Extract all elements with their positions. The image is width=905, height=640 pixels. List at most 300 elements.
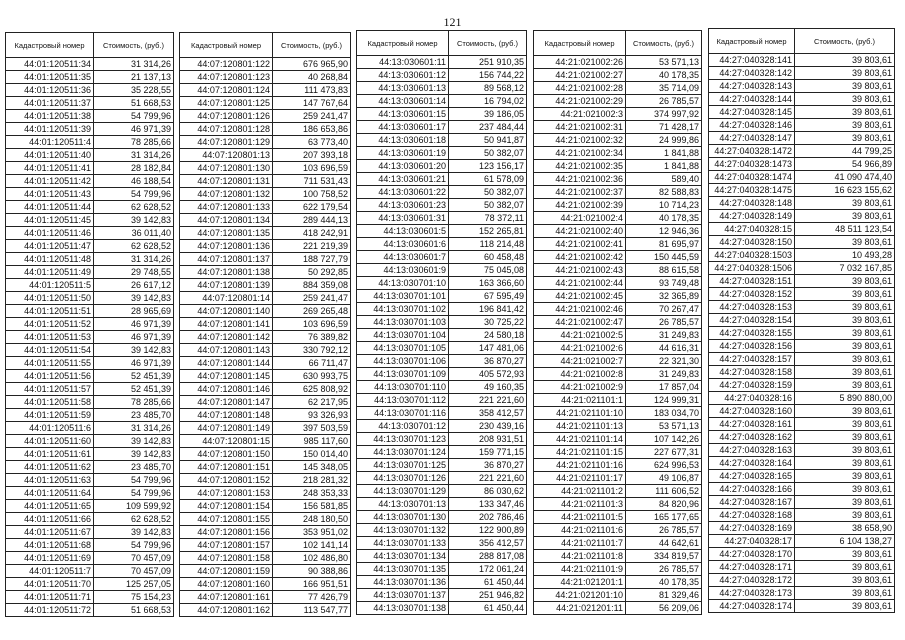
cadastral-number: 44:13:030601:13: [357, 82, 449, 95]
cost-value: 188 727,79: [273, 253, 351, 266]
cadastral-number: 44:01:120511:7: [6, 565, 94, 578]
cadastral-number: 44:13:030701:110: [357, 381, 449, 394]
table-row: [357, 420, 527, 433]
cadastral-number: 44:21:021101:16: [534, 459, 626, 472]
cost-value: 39 803,61: [795, 327, 895, 340]
header-cost: Стоимость, (руб.): [273, 33, 351, 58]
cadastral-number: 44:07:120801:134: [180, 214, 273, 227]
cost-value: 122 900,89: [449, 524, 527, 537]
cadastral-number: 44:21:021002:45: [534, 290, 626, 303]
cadastral-number: 44:01:120511:47: [6, 240, 94, 253]
cost-value: 259 241,47: [273, 110, 351, 123]
table-row: [357, 498, 527, 511]
table-row: [709, 236, 895, 249]
cost-value: 39 803,61: [795, 379, 895, 392]
cadastral-number: 44:01:120511:65: [6, 500, 94, 513]
cadastral-number: 44:27:040328:146: [709, 119, 795, 132]
cost-value: 397 503,59: [273, 422, 351, 435]
cost-value: 113 547,77: [273, 604, 351, 617]
table-row: [357, 82, 527, 95]
cadastral-number: 44:27:040328:163: [709, 444, 795, 457]
cadastral-table-2: [179, 32, 351, 617]
table-row: [357, 69, 527, 82]
cost-value: 54 799,96: [94, 110, 174, 123]
table-row: [534, 56, 702, 69]
table-row: [534, 277, 702, 290]
table-row: [180, 513, 351, 526]
cadastral-table-1: [5, 32, 174, 617]
cost-value: 111 473,83: [273, 84, 351, 97]
cadastral-number: 44:27:040328:147: [709, 132, 795, 145]
cost-value: 56 209,06: [626, 602, 702, 615]
table-row: [180, 136, 351, 149]
cadastral-number: 44:21:021101:7: [534, 537, 626, 550]
cost-value: 221 221,60: [449, 394, 527, 407]
cadastral-number: 44:07:120801:137: [180, 253, 273, 266]
cadastral-number: 44:01:120511:67: [6, 526, 94, 539]
cost-value: 150 014,40: [273, 448, 351, 461]
table-row: [534, 303, 702, 316]
cadastral-number: 44:27:040328:1503: [709, 249, 795, 262]
cadastral-number: 44:21:021002:27: [534, 69, 626, 82]
table-row: [357, 563, 527, 576]
cost-value: 49 160,35: [449, 381, 527, 394]
table-row: [357, 160, 527, 173]
table-row: [709, 418, 895, 431]
cadastral-number: 44:07:120801:159: [180, 565, 273, 578]
cadastral-number: 44:27:040328:155: [709, 327, 795, 340]
table-row: [357, 238, 527, 251]
cadastral-number: 44:27:040328:154: [709, 314, 795, 327]
cost-value: 62 217,95: [273, 396, 351, 409]
table-row: [534, 238, 702, 251]
table-row: [709, 353, 895, 366]
table-row: [534, 173, 702, 186]
cost-value: 39 803,61: [795, 431, 895, 444]
table-row: [6, 97, 174, 110]
cadastral-table-4: [533, 30, 702, 615]
cadastral-number: 44:13:030601:5: [357, 225, 449, 238]
table-row: [6, 201, 174, 214]
cadastral-number: 44:07:120801:13: [180, 149, 273, 162]
cadastral-number: 44:27:040328:166: [709, 483, 795, 496]
cadastral-number: 44:13:030701:103: [357, 316, 449, 329]
cost-value: 88 615,58: [626, 264, 702, 277]
cadastral-number: 44:07:120801:135: [180, 227, 273, 240]
cadastral-number: 44:01:120511:61: [6, 448, 94, 461]
table-row: [709, 548, 895, 561]
table-row: [709, 587, 895, 600]
header-cost: Стоимость, (руб.): [449, 31, 527, 56]
cadastral-number: 44:13:030701:133: [357, 537, 449, 550]
table-row: [180, 552, 351, 565]
cadastral-number: 44:07:120801:143: [180, 344, 273, 357]
cost-value: 16 623 155,62: [795, 184, 895, 197]
table-row: [709, 249, 895, 262]
cadastral-number: 44:01:120511:66: [6, 513, 94, 526]
table-row: [6, 396, 174, 409]
table-row: [534, 576, 702, 589]
cadastral-number: 44:01:120511:34: [6, 58, 94, 71]
cost-value: 38 658,90: [795, 522, 895, 535]
table-row: [357, 147, 527, 160]
table-row: [357, 472, 527, 485]
cadastral-number: 44:21:021002:44: [534, 277, 626, 290]
cost-value: 52 451,39: [94, 370, 174, 383]
cost-value: 54 966,89: [795, 158, 895, 171]
table-row: [534, 446, 702, 459]
cadastral-number: 44:01:120511:40: [6, 149, 94, 162]
cost-value: 133 347,46: [449, 498, 527, 511]
cost-value: 17 857,04: [626, 381, 702, 394]
header-cadastral-number: Кадастровый номер: [709, 29, 795, 54]
cost-value: 86 030,62: [449, 485, 527, 498]
cadastral-number: 44:21:021002:6: [534, 342, 626, 355]
table-row: [180, 500, 351, 513]
table-row: [6, 565, 174, 578]
cadastral-number: 44:27:040328:1474: [709, 171, 795, 184]
cadastral-number: 44:07:120801:152: [180, 474, 273, 487]
cost-value: 53 571,13: [626, 420, 702, 433]
cadastral-number: 44:13:030701:10: [357, 277, 449, 290]
table-row: [357, 589, 527, 602]
cost-value: 31 249,83: [626, 329, 702, 342]
table-row: [180, 591, 351, 604]
table-row: [6, 357, 174, 370]
cadastral-number: 44:27:040328:161: [709, 418, 795, 431]
table-row: [709, 67, 895, 80]
cadastral-number: 44:01:120511:4: [6, 136, 94, 149]
cost-value: 251 910,35: [449, 56, 527, 69]
table-row: [534, 511, 702, 524]
cadastral-number: 44:27:040328:169: [709, 522, 795, 535]
table-row: [709, 158, 895, 171]
cost-value: 16 794,02: [449, 95, 527, 108]
cost-value: 61 578,09: [449, 173, 527, 186]
cost-value: 39 803,61: [795, 548, 895, 561]
cost-value: 39 803,61: [795, 106, 895, 119]
table-row: [180, 344, 351, 357]
table-row: [357, 95, 527, 108]
table-row: [357, 550, 527, 563]
cost-value: 35 714,09: [626, 82, 702, 95]
cadastral-number: 44:01:120511:5: [6, 279, 94, 292]
cadastral-number: 44:27:040328:160: [709, 405, 795, 418]
cost-value: 221 219,39: [273, 240, 351, 253]
cost-value: 50 382,07: [449, 147, 527, 160]
cost-value: 53 571,13: [626, 56, 702, 69]
table-row: [180, 240, 351, 253]
cost-value: 54 799,96: [94, 188, 174, 201]
table-row: [709, 93, 895, 106]
cost-value: 5 890 880,00: [795, 392, 895, 405]
cost-value: 676 965,90: [273, 58, 351, 71]
cost-value: 147 481,06: [449, 342, 527, 355]
table-row: [180, 305, 351, 318]
table-row: [534, 459, 702, 472]
table-row: [180, 318, 351, 331]
cadastral-number: 44:07:120801:138: [180, 266, 273, 279]
cost-value: 39 803,61: [795, 236, 895, 249]
table-row: [6, 240, 174, 253]
cadastral-number: 44:21:021002:39: [534, 199, 626, 212]
cost-value: 39 803,61: [795, 132, 895, 145]
cadastral-number: 44:01:120511:35: [6, 71, 94, 84]
cost-value: 44 642,61: [626, 537, 702, 550]
cadastral-number: 44:13:030601:21: [357, 173, 449, 186]
table-row: [534, 355, 702, 368]
cost-value: 84 820,96: [626, 498, 702, 511]
cost-value: 61 450,44: [449, 602, 527, 615]
cadastral-number: 44:07:120801:139: [180, 279, 273, 292]
cadastral-number: 44:13:030701:106: [357, 355, 449, 368]
cadastral-number: 44:01:120511:55: [6, 357, 94, 370]
cost-value: 207 393,18: [273, 149, 351, 162]
cost-value: 111 606,52: [626, 485, 702, 498]
cadastral-number: 44:27:040328:174: [709, 600, 795, 613]
cadastral-number: 44:07:120801:147: [180, 396, 273, 409]
cost-value: 10 714,23: [626, 199, 702, 212]
cost-value: 93 326,93: [273, 409, 351, 422]
table-row: [6, 409, 174, 422]
cost-value: 12 946,36: [626, 225, 702, 238]
cost-value: 39 142,83: [94, 526, 174, 539]
cadastral-number: 44:07:120801:148: [180, 409, 273, 422]
table-row: [357, 277, 527, 290]
table-row: [6, 110, 174, 123]
cadastral-number: 44:21:021002:26: [534, 56, 626, 69]
table-row: [357, 433, 527, 446]
table-row: [180, 292, 351, 305]
cost-value: 100 758,52: [273, 188, 351, 201]
cadastral-number: 44:07:120801:122: [180, 58, 273, 71]
cadastral-number: 44:01:120511:70: [6, 578, 94, 591]
cadastral-number: 44:21:021101:17: [534, 472, 626, 485]
cadastral-number: 44:13:030701:112: [357, 394, 449, 407]
cadastral-number: 44:13:030601:14: [357, 95, 449, 108]
cadastral-number: 44:01:120511:62: [6, 461, 94, 474]
cadastral-number: 44:01:120511:36: [6, 84, 94, 97]
table-row: [180, 188, 351, 201]
cost-value: 237 484,44: [449, 121, 527, 134]
table-row: [6, 448, 174, 461]
cost-value: 1 841,88: [626, 160, 702, 173]
cadastral-number: 44:27:040328:15: [709, 223, 795, 236]
table-row: [357, 186, 527, 199]
cadastral-number: 44:13:030601:19: [357, 147, 449, 160]
cadastral-number: 44:13:030701:126: [357, 472, 449, 485]
cadastral-number: 44:01:120511:37: [6, 97, 94, 110]
cadastral-number: 44:13:030701:12: [357, 420, 449, 433]
cadastral-number: 44:27:040328:165: [709, 470, 795, 483]
table-row: [6, 136, 174, 149]
table-row: [357, 381, 527, 394]
cost-value: 60 458,48: [449, 251, 527, 264]
cost-value: 6 104 138,27: [795, 535, 895, 548]
table-row: [180, 370, 351, 383]
cost-value: 152 265,81: [449, 225, 527, 238]
cost-value: 35 228,55: [94, 84, 174, 97]
cost-value: 39 803,61: [795, 366, 895, 379]
table-row: [709, 600, 895, 613]
table-row: [180, 266, 351, 279]
table-row: [6, 331, 174, 344]
cadastral-number: 44:27:040328:149: [709, 210, 795, 223]
table-row: [6, 279, 174, 292]
cost-value: 52 451,39: [94, 383, 174, 396]
cadastral-number: 44:21:021002:46: [534, 303, 626, 316]
table-row: [709, 132, 895, 145]
header-cost: Стоимость, (руб.): [795, 29, 895, 54]
cadastral-number: 44:07:120801:123: [180, 71, 273, 84]
cadastral-number: 44:21:021101:14: [534, 433, 626, 446]
cadastral-number: 44:01:120511:42: [6, 175, 94, 188]
cost-value: 39 803,61: [795, 574, 895, 587]
cadastral-number: 44:21:021002:41: [534, 238, 626, 251]
cost-value: 62 628,52: [94, 240, 174, 253]
table-row: [534, 472, 702, 485]
cadastral-number: 44:01:120511:49: [6, 266, 94, 279]
table-row: [534, 485, 702, 498]
cadastral-number: 44:01:120511:60: [6, 435, 94, 448]
table-row: [6, 370, 174, 383]
cost-value: 21 137,13: [94, 71, 174, 84]
cost-value: 630 993,75: [273, 370, 351, 383]
table-row: [357, 524, 527, 537]
table-row: [709, 366, 895, 379]
cost-value: 26 785,57: [626, 563, 702, 576]
table-row: [6, 474, 174, 487]
cadastral-number: 44:07:120801:142: [180, 331, 273, 344]
table-row: [6, 266, 174, 279]
table-row: [534, 394, 702, 407]
table-row: [709, 561, 895, 574]
table-row: [180, 227, 351, 240]
table-row: [6, 591, 174, 604]
table-row: [357, 537, 527, 550]
cadastral-number: 44:13:030601:17: [357, 121, 449, 134]
cadastral-number: 44:13:030601:12: [357, 69, 449, 82]
cost-value: 163 366,60: [449, 277, 527, 290]
table-row: [357, 485, 527, 498]
table-row: [6, 305, 174, 318]
cadastral-number: 44:07:120801:131: [180, 175, 273, 188]
table-row: [709, 405, 895, 418]
table-row: [709, 509, 895, 522]
cadastral-number: 44:07:120801:125: [180, 97, 273, 110]
table-row: [534, 160, 702, 173]
table-row: [709, 314, 895, 327]
table-row: [180, 331, 351, 344]
table-row: [6, 487, 174, 500]
table-row: [534, 537, 702, 550]
cadastral-number: 44:01:120511:72: [6, 604, 94, 617]
cadastral-number: 44:21:021002:36: [534, 173, 626, 186]
cadastral-table-5: [708, 28, 895, 613]
table-row: [180, 539, 351, 552]
table-row: [6, 513, 174, 526]
cost-value: 109 599,92: [94, 500, 174, 513]
cadastral-number: 44:01:120511:69: [6, 552, 94, 565]
cadastral-number: 44:07:120801:158: [180, 552, 273, 565]
header-cadastral-number: Кадастровый номер: [180, 33, 273, 58]
cost-value: 36 870,27: [449, 459, 527, 472]
table-row: [534, 212, 702, 225]
cost-value: 208 931,51: [449, 433, 527, 446]
table-row: [357, 316, 527, 329]
table-row: [180, 409, 351, 422]
cost-value: 259 241,47: [273, 292, 351, 305]
cadastral-number: 44:13:030601:18: [357, 134, 449, 147]
cadastral-number: 44:13:030701:104: [357, 329, 449, 342]
cost-value: 75 154,23: [94, 591, 174, 604]
cost-value: 70 267,47: [626, 303, 702, 316]
cadastral-number: 44:13:030701:116: [357, 407, 449, 420]
table-row: [357, 108, 527, 121]
cost-value: 51 668,53: [94, 97, 174, 110]
table-row: [180, 71, 351, 84]
cost-value: 625 808,92: [273, 383, 351, 396]
cost-value: 353 951,02: [273, 526, 351, 539]
cadastral-number: 44:07:120801:128: [180, 123, 273, 136]
table-row: [534, 264, 702, 277]
cadastral-number: 44:01:120511:59: [6, 409, 94, 422]
cadastral-number: 44:21:021002:8: [534, 368, 626, 381]
cadastral-number: 44:07:120801:129: [180, 136, 273, 149]
cost-value: 374 997,92: [626, 108, 702, 121]
table-row: [357, 121, 527, 134]
cost-value: 81 695,97: [626, 238, 702, 251]
cost-value: 44 616,31: [626, 342, 702, 355]
cost-value: 31 314,26: [94, 149, 174, 162]
cost-value: 1 841,88: [626, 147, 702, 160]
cost-value: 7 032 167,85: [795, 262, 895, 275]
table-row: [709, 470, 895, 483]
cost-value: 40 178,35: [626, 69, 702, 82]
cadastral-number: 44:13:030701:137: [357, 589, 449, 602]
cadastral-number: 44:13:030601:22: [357, 186, 449, 199]
cadastral-number: 44:27:040328:168: [709, 509, 795, 522]
table-row: [709, 145, 895, 158]
table-row: [709, 535, 895, 548]
cost-value: 39 803,61: [795, 587, 895, 600]
cadastral-number: 44:01:120511:53: [6, 331, 94, 344]
table-row: [534, 342, 702, 355]
cost-value: 118 214,48: [449, 238, 527, 251]
cadastral-number: 44:27:040328:142: [709, 67, 795, 80]
cost-value: 23 485,70: [94, 409, 174, 422]
cadastral-number: 44:21:021002:42: [534, 251, 626, 264]
table-row: [357, 407, 527, 420]
table-row: [709, 80, 895, 93]
cadastral-number: 44:21:021002:31: [534, 121, 626, 134]
cost-value: 39 186,05: [449, 108, 527, 121]
cost-value: 44 799,25: [795, 145, 895, 158]
cadastral-number: 44:07:120801:155: [180, 513, 273, 526]
cost-value: 159 771,15: [449, 446, 527, 459]
cost-value: 39 803,61: [795, 210, 895, 223]
cost-value: 36 870,27: [449, 355, 527, 368]
cost-value: 330 792,12: [273, 344, 351, 357]
cost-value: 71 428,17: [626, 121, 702, 134]
cost-value: 150 445,59: [626, 251, 702, 264]
table-row: [709, 574, 895, 587]
cadastral-number: 44:07:120801:150: [180, 448, 273, 461]
header-cost: Стоимость, (руб.): [94, 33, 174, 58]
cadastral-number: 44:27:040328:173: [709, 587, 795, 600]
cadastral-number: 44:13:030701:13: [357, 498, 449, 511]
cadastral-number: 44:27:040328:170: [709, 548, 795, 561]
